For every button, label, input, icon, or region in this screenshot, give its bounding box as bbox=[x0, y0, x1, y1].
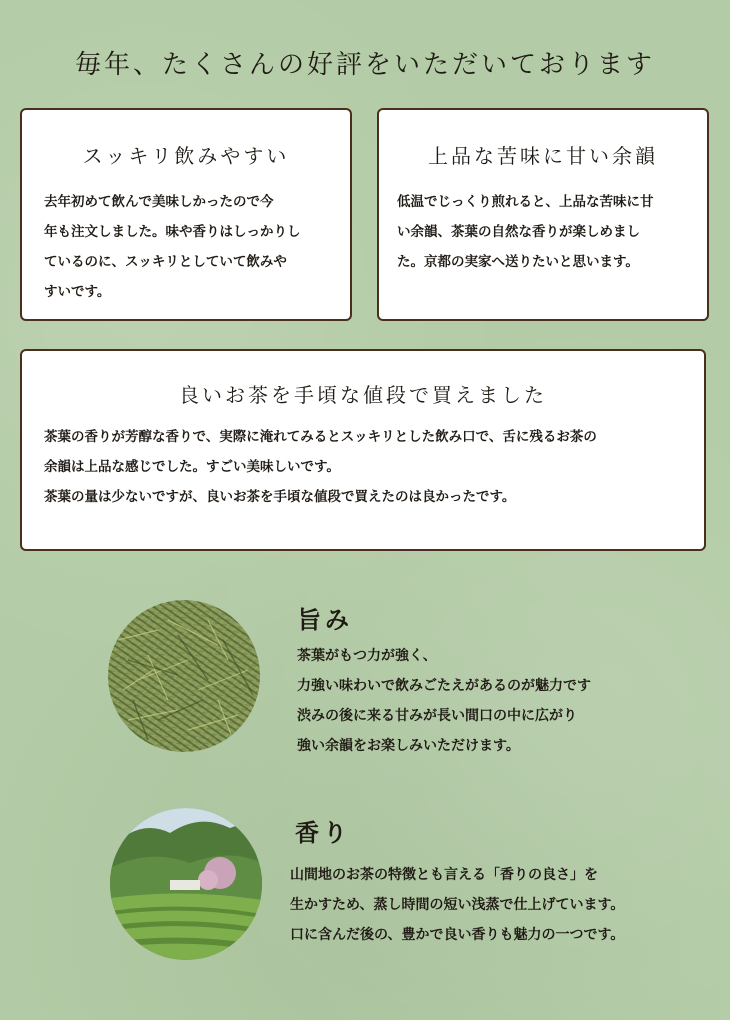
review-line: 茶葉の香りが芳醇な香りで、実際に淹れてみるとスッキリとした飲み口で、舌に残るお茶の bbox=[44, 429, 597, 445]
review-line: 低温でじっくり煎れると、上品な苦味に甘 bbox=[397, 194, 654, 210]
feature-line: 生かすため、蒸し時間の短い浅蒸で仕上げています。 bbox=[290, 897, 625, 913]
feature-line: 茶葉がもつ力が強く、 bbox=[297, 648, 437, 664]
review-card-refreshing bbox=[20, 108, 352, 321]
review-line: い余韻、茶葉の自然な香りが楽しめまし bbox=[397, 224, 640, 240]
feature-line: 強い余韻をお楽しみいただけます。 bbox=[297, 738, 520, 754]
review-line: ているのに、スッキリとしていて飲みや bbox=[44, 254, 287, 270]
feature-line: 渋みの後に来る甘みが長い間口の中に広がり bbox=[297, 708, 577, 724]
review-title: 上品な苦味に甘い余韻 bbox=[428, 144, 658, 168]
review-body bbox=[44, 187, 330, 307]
review-body bbox=[397, 187, 689, 277]
feature-line: 口に含んだ後の、豊かで良い香りも魅力の一つです。 bbox=[290, 927, 625, 943]
review-title: 良いお茶を手頃な値段で買えました bbox=[179, 383, 547, 407]
tea-field-illustration bbox=[110, 808, 262, 960]
feature-body-umami bbox=[297, 641, 697, 761]
review-card-good-price bbox=[20, 349, 706, 551]
review-body bbox=[44, 422, 684, 512]
tea-field-image bbox=[110, 808, 262, 960]
feature-body-aroma bbox=[290, 860, 710, 950]
review-line: 茶葉の量は少ないですが、良いお茶を手頃な値段で買えたのは良かったです。 bbox=[44, 489, 516, 505]
review-title: スッキリ飲みやすい bbox=[82, 144, 290, 168]
feature-title-umami: 旨み bbox=[297, 606, 353, 634]
page-title: 毎年、たくさんの好評をいただいております bbox=[74, 50, 655, 80]
review-line: 余韻は上品な感じでした。すごい美味しいです。 bbox=[44, 459, 340, 475]
review-line: すいです。 bbox=[44, 284, 111, 300]
feature-line: 山間地のお茶の特徴とも言える「香りの良さ」を bbox=[290, 867, 598, 883]
review-line: 年も注文しました。味や香りはしっかりし bbox=[44, 224, 301, 240]
tea-leaves-illustration bbox=[108, 600, 260, 752]
review-line: た。京都の実家へ送りたいと思います。 bbox=[397, 254, 639, 270]
tea-leaves-image bbox=[108, 600, 260, 752]
review-card-elegant-bitterness bbox=[377, 108, 709, 321]
feature-title-aroma: 香り bbox=[295, 819, 351, 847]
review-line: 去年初めて飲んで美味しかったので今 bbox=[44, 194, 274, 210]
feature-line: 力強い味わいで飲みごたえがあるのが魅力です bbox=[297, 678, 591, 694]
